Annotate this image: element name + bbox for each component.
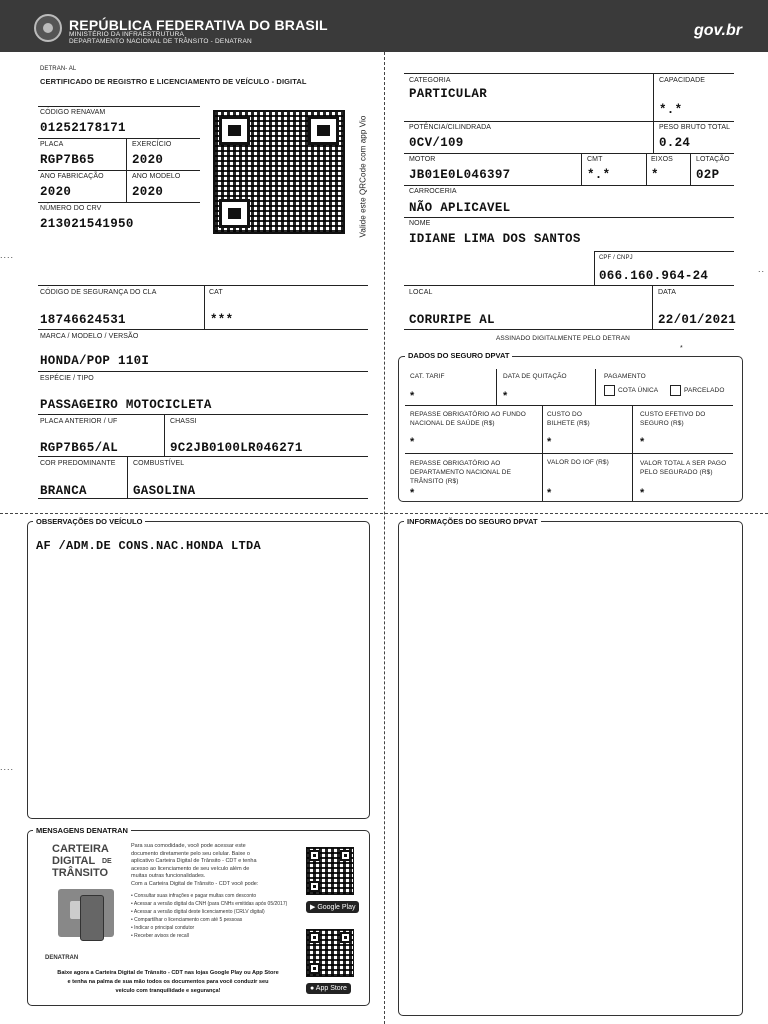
carroceria-value: NÃO APLICAVEL (409, 201, 511, 215)
cdt-promo-graphic (40, 843, 120, 961)
cat-tarif-value: * (410, 390, 415, 402)
cor-label: COR PREDOMINANTE (40, 460, 116, 467)
data-quitacao-value: * (503, 390, 508, 402)
valor-total-value: * (640, 487, 645, 499)
app-store-qrcode[interactable] (306, 929, 354, 977)
para-line: Para sua comodidade, você pode acessar este (131, 843, 246, 849)
data-label: DATA (658, 289, 677, 296)
para-line: aplicativo Carteira Digital de Trânsito - CDT e tenha (131, 858, 257, 864)
cdt-title-line1: CARTEIRA (52, 843, 109, 855)
top-bar (0, 0, 768, 52)
margin-dots: .... (0, 762, 15, 772)
para-line: Com a Carteira Digital de Trânsito - CDT você pode: (131, 880, 259, 887)
eixos-label: EIXOS (651, 156, 673, 163)
mensagens-box (27, 826, 370, 1006)
margin-dots: .. (758, 264, 766, 274)
valor-iof-value: * (547, 487, 552, 499)
bullet-text: Compartilhar o licenciamento com até 5 pessoas (134, 917, 243, 923)
govbr-logo[interactable]: gov.br (693, 22, 742, 39)
footer-line: veículo com tranquilidade e segurança! (115, 988, 221, 994)
bullet-text: Acessar a versão digital da CNH (para CNHs emitidas após 05/2017) (133, 901, 288, 907)
valor-iof-label: VALOR DO IOF (R$) (547, 459, 609, 466)
exercicio-value: 2020 (132, 153, 164, 167)
capacidade-value: *.* (659, 103, 683, 117)
bullet-text: Consultar suas infrações e pagar multas com desconto (134, 893, 257, 899)
cpf-value: 066.160.964-24 (599, 269, 709, 283)
google-play-button[interactable]: ▶ Google Play (306, 901, 359, 913)
capacidade-label: CAPACIDADE (659, 77, 705, 84)
app-store-button[interactable]: ● App Store (306, 983, 351, 994)
repasse-fns-label: REPASSE OBRIGATÓRIO AO FUNDO NACIONAL DE SAÚDE (R$) (410, 411, 526, 427)
motor-value: JB01E0L046397 (409, 168, 511, 182)
ano-fabricacao-label: ANO FABRICAÇÃO (40, 173, 104, 180)
bullet-text: Indicar o principal condutor (134, 925, 195, 931)
bullet-text: Receber avisos de recall (134, 933, 189, 939)
footer-line: Baixe agora a Carteira Digital de Trânsito - CDT nas lojas Google Play ou App Store (57, 970, 279, 976)
valor-total-label: VALOR TOTAL A SER PAGO PELO SEGURADO (R$) (640, 460, 727, 476)
observacoes-title: OBSERVAÇÕES DO VEÍCULO (33, 517, 145, 526)
cmt-label: CMT (587, 156, 603, 163)
potencia-value: 0CV/109 (409, 136, 464, 150)
brasil-coat-of-arms-icon (34, 14, 62, 42)
potencia-label: POTÊNCIA/CILINDRADA (409, 124, 492, 131)
margin-dots: .... (0, 250, 15, 260)
republica-title: REPÚBLICA FEDERATIVA DO BRASIL (69, 17, 328, 33)
custo-bilhete-label: CUSTO DO BILHETE (R$) (547, 411, 590, 427)
bullet-item: • Acessar a versão digital deste licenciamento (CRLV digital) (131, 909, 265, 915)
combustivel-value: GASOLINA (133, 484, 196, 498)
cat-value: *** (210, 313, 234, 327)
mensagens-title: MENSAGENS DENATRAN (33, 826, 131, 835)
exercicio-label: EXERCÍCIO (132, 141, 172, 148)
custo-bilhete-value: * (547, 436, 552, 448)
cla-value: 18746624531 (40, 313, 126, 327)
phone-device-icon (80, 895, 104, 941)
especie-label: ESPÉCIE / TIPO (40, 375, 94, 382)
custo-efetivo-value: * (640, 436, 645, 448)
mensagens-footer (34, 969, 302, 996)
carroceria-label: CARROCERIA (409, 188, 457, 195)
renavam-value: 01252178171 (40, 121, 126, 135)
observacoes-box (27, 517, 370, 819)
nome-value: IDIANE LIMA DOS SANTOS (409, 232, 581, 246)
assinado-text: ASSINADO DIGITALMENTE PELO DETRAN (496, 335, 630, 342)
ano-modelo-label: ANO MODELO (132, 173, 181, 180)
categoria-label: CATEGORIA (409, 77, 451, 84)
google-play-label: Google Play (317, 904, 356, 911)
google-play-qrcode[interactable] (306, 847, 354, 895)
lotacao-label: LOTAÇÃO (696, 156, 730, 163)
bullet-item: • Receber avisos de recall (131, 933, 189, 939)
bullet-item: • Compartilhar o licenciamento com até 5 pessoas (131, 917, 243, 923)
cor-value: BRANCA (40, 484, 87, 498)
validation-qrcode[interactable] (213, 110, 345, 234)
observacoes-text: AF /ADM.DE CONS.NAC.HONDA LTDA (36, 539, 262, 553)
qrcode-caption: Valide este QRCode com app Vio (358, 115, 368, 238)
motor-label: MOTOR (409, 156, 436, 163)
placa-anterior-label: PLACA ANTERIOR / UF (40, 418, 118, 425)
fold-line-horizontal (0, 513, 768, 514)
cdt-description (131, 843, 291, 940)
nome-label: NOME (409, 220, 431, 227)
parcelado-label: PARCELADO (684, 387, 725, 394)
cdt-title-de: DE (102, 858, 112, 865)
asterisk-mark: * (680, 345, 683, 352)
cpf-label: CPF / CNPJ (599, 255, 633, 261)
bullet-text: Acessar a versão digital deste licenciamento (CRLV digital) (133, 909, 265, 915)
fold-line-vertical (384, 52, 385, 1024)
denatran-logo: DENATRAN (45, 955, 79, 961)
renavam-label: CÓDIGO RENAVAM (40, 109, 106, 116)
app-store-label: App Store (315, 985, 347, 992)
data-quitacao-label: DATA DE QUITAÇÃO (503, 373, 567, 380)
combustivel-label: COMBUSTÍVEL (133, 460, 185, 467)
placa-anterior-value: RGP7B65/AL (40, 441, 119, 455)
placa-value: RGP7B65 (40, 153, 95, 167)
repasse-dnt-label: REPASSE OBRIGATÓRIO AO DEPARTAMENTO NACIONAL DE TRÂNSITO (R$) (410, 460, 512, 485)
para-line: muitas outras funcionalidades. (131, 873, 206, 879)
placa-label: PLACA (40, 141, 64, 148)
marca-label: MARCA / MODELO / VERSÃO (40, 333, 139, 340)
local-label: LOCAL (409, 289, 433, 296)
parcelado-checkbox[interactable] (670, 385, 681, 396)
info-dpvat-box (398, 517, 743, 1016)
chassi-label: CHASSI (170, 418, 197, 425)
dpvat-title: DADOS DO SEGURO DPVAT (405, 351, 512, 360)
cmt-value: *.* (587, 168, 611, 182)
pagamento-label: PAGAMENTO (604, 373, 646, 380)
cota-unica-label: COTA ÚNICA (618, 387, 659, 394)
especie-value: PASSAGEIRO MOTOCICLETA (40, 398, 212, 412)
para-line: documento diretamente pelo seu celular. Baixe o (131, 850, 250, 857)
dpvat-box (398, 351, 743, 502)
lotacao-value: 02P (696, 168, 720, 182)
bullet-item: • Acessar a versão digital da CNH (para CNHs emitidas após 05/2017) (131, 901, 288, 907)
repasse-dnt-value: * (410, 487, 415, 499)
crv-value: 213021541950 (40, 217, 134, 231)
bullet-item: • Consultar suas infrações e pagar multas com desconto (131, 893, 257, 899)
departamento-text: DEPARTAMENTO NACIONAL DE TRÂNSITO - DENATRAN (69, 38, 252, 45)
document-title: CERTIFICADO DE REGISTRO E LICENCIAMENTO DE VEÍCULO - DIGITAL (40, 77, 307, 86)
cla-label: CÓDIGO DE SEGURANÇA DO CLA (40, 289, 157, 296)
custo-efetivo-label: CUSTO EFETIVO DO SEGURO (R$) (640, 411, 706, 427)
cat-tarif-label: CAT. TARIF (410, 373, 445, 380)
ministerio-text: MINISTÉRIO DA INFRAESTRUTURA (69, 31, 185, 38)
peso-label: PESO BRUTO TOTAL (659, 124, 731, 131)
local-value: CORURIPE AL (409, 313, 495, 327)
cat-label: CAT (209, 289, 223, 296)
detran-label: DETRAN- AL (40, 66, 77, 72)
ano-modelo-value: 2020 (132, 185, 164, 199)
marca-value: HONDA/POP 110I (40, 354, 150, 368)
peso-value: 0.24 (659, 136, 691, 150)
para-line: acesso ao licenciamento de seu veículo além de (131, 865, 250, 872)
info-dpvat-title: INFORMAÇÕES DO SEGURO DPVAT (404, 517, 541, 526)
cdt-title-line3: TRÂNSITO (52, 867, 109, 879)
crv-label: NÚMERO DO CRV (40, 205, 102, 212)
cota-unica-checkbox[interactable] (604, 385, 615, 396)
data-value: 22/01/2021 (658, 313, 737, 327)
footer-line: e tenha na palma de sua mão todos os documentos para você conduzir seu (67, 979, 269, 985)
eixos-value: * (651, 168, 659, 182)
cdt-title-line2: DIGITAL (52, 855, 96, 867)
bullet-item: • Indicar o principal condutor (131, 925, 195, 931)
categoria-value: PARTICULAR (409, 87, 488, 101)
chassi-value: 9C2JB0100LR046271 (170, 441, 303, 455)
repasse-fns-value: * (410, 436, 415, 448)
ano-fabricacao-value: 2020 (40, 185, 72, 199)
